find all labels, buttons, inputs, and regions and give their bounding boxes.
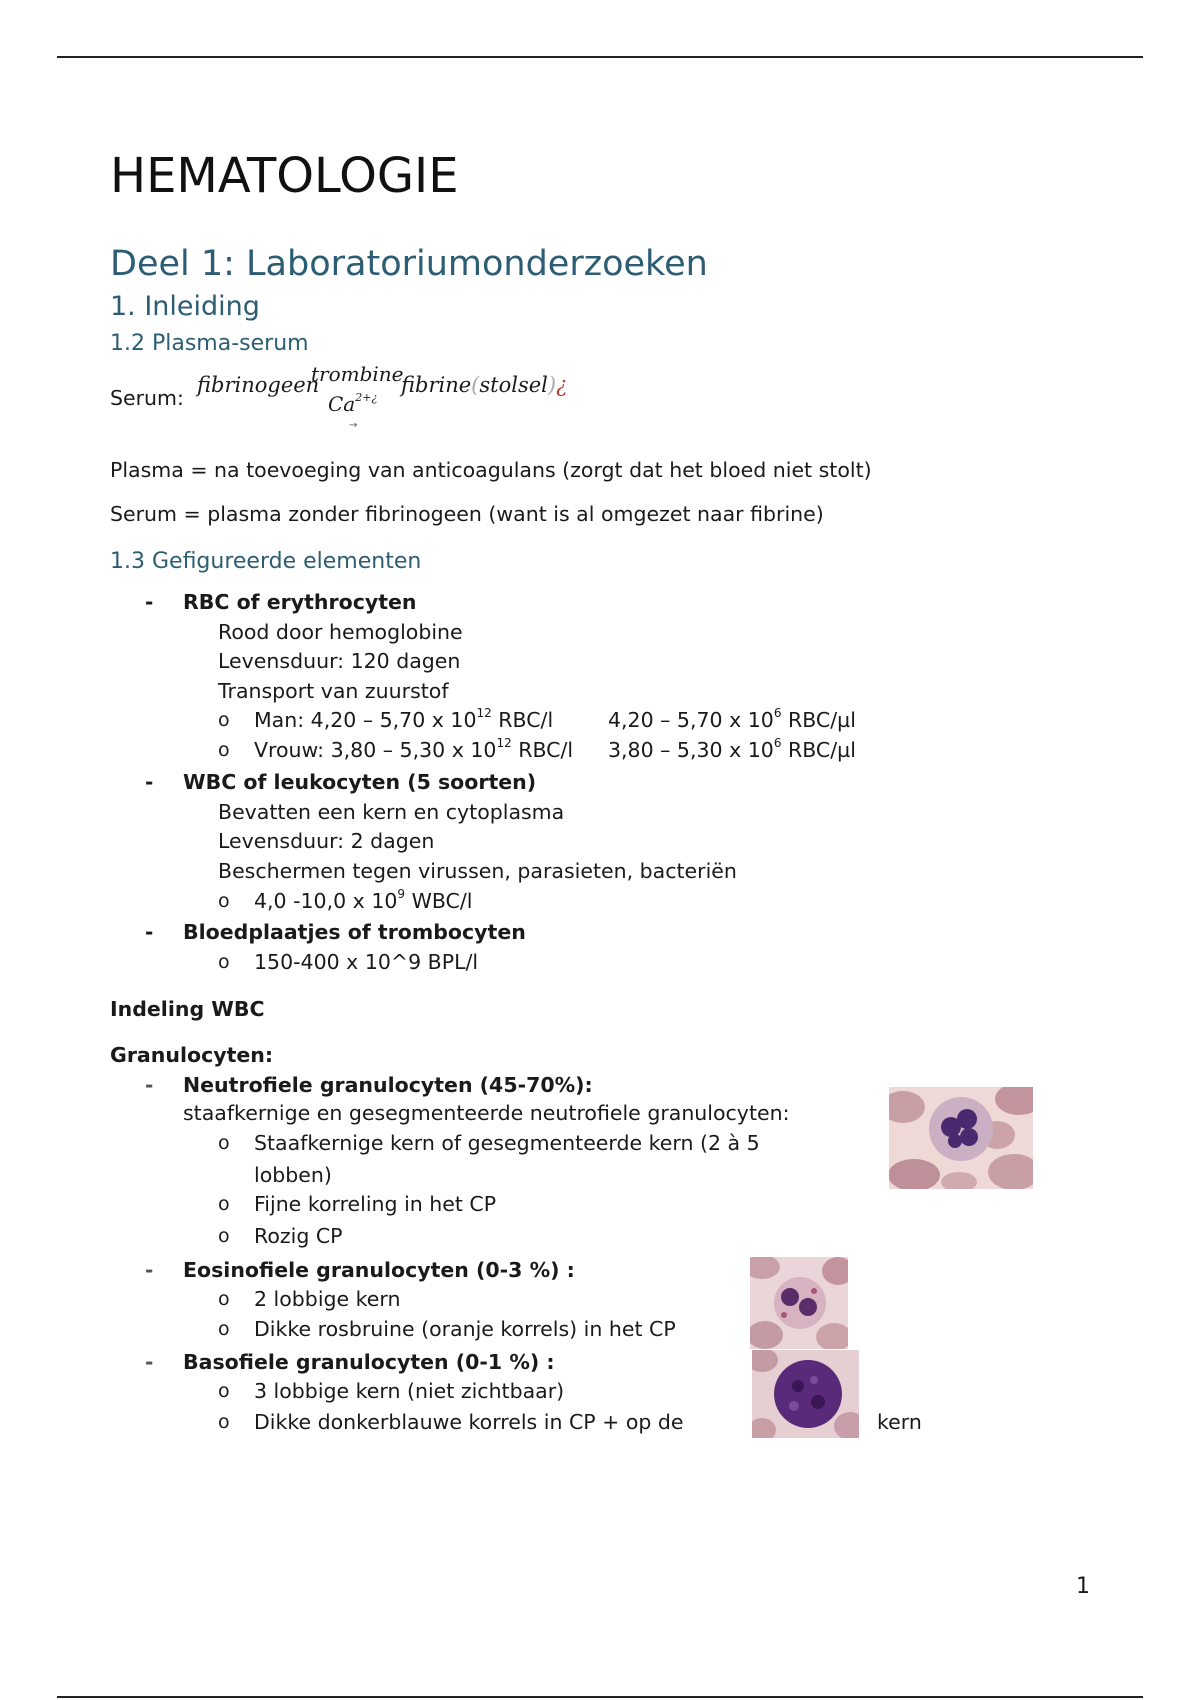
plt-heading: Bloedplaatjes of trombocyten [183, 920, 526, 944]
sub-marker: o [218, 890, 230, 912]
serum-definition: Serum = plasma zonder fibrinogeen (want is al omgezet naar fibrine) [110, 502, 824, 526]
rbc-vrouw-unit: RBC/l [511, 738, 574, 762]
wbc-range [254, 889, 472, 913]
sub-marker: o [218, 1193, 230, 1215]
bullet-marker: - [145, 590, 154, 614]
wbc-line-1: Bevatten een kern en cytoplasma [218, 800, 565, 824]
rbc-man-label: Man: 4,20 – 5,70 x 10 [254, 708, 477, 732]
bullet-marker: - [145, 770, 154, 794]
eosinophil-image [750, 1257, 848, 1349]
eosino-item-1: 2 lobbige kern [254, 1287, 401, 1311]
neutro-intro: staafkernige en gesegmenteerde neutrofiele granulocyten: [183, 1101, 790, 1125]
neutro-item-1-cont: lobben) [254, 1163, 332, 1187]
rbc-vrouw-range [254, 738, 573, 762]
eosino-item-2: Dikke rosbruine (oranje korrels) in het CP [254, 1317, 676, 1341]
sub-marker: o [218, 709, 230, 731]
plasma-definition: Plasma = na toevoeging van anticoagulans (zorgt dat het bloed niet stolt) [110, 458, 872, 482]
rbc-man-unit: RBC/l [491, 708, 554, 732]
sub-marker: o [218, 951, 230, 973]
formula-trailing: ¿ [556, 373, 568, 397]
subsection-plasma-serum: 1.2 Plasma-serum [110, 331, 309, 356]
neutrophil-image [889, 1087, 1033, 1189]
baso-item-1: 3 lobbige kern (niet zichtbaar) [254, 1379, 565, 1403]
wbc-range-label: 4,0 -10,0 x 10 [254, 889, 398, 913]
rbc-vrouw-exp: 12 [496, 736, 512, 751]
baso-trailing: kern [877, 1410, 922, 1434]
neutro-item-1: Staafkernige kern of gesegmenteerde kern (2 à 5 [254, 1131, 760, 1155]
neutro-item-2: Fijne korreling in het CP [254, 1192, 497, 1216]
rbc-man-alt-exp: 6 [773, 706, 782, 721]
section-heading: 1. Inleiding [110, 291, 260, 322]
formula-product-paren: stolsel [479, 373, 548, 397]
bullet-marker: - [145, 1258, 154, 1282]
wbc-heading: WBC of leukocyten (5 soorten) [183, 770, 537, 794]
granulocyten-heading: Granulocyten: [110, 1043, 274, 1067]
rbc-man-range [254, 708, 553, 732]
rbc-man-alt-label: 4,20 – 5,70 x 10 [608, 708, 774, 732]
rbc-vrouw-alt-unit: RBC/µl [781, 738, 856, 762]
rbc-heading: RBC of erythrocyten [183, 590, 417, 614]
rbc-vrouw-alt-range [608, 738, 856, 762]
header-rule [57, 56, 1143, 58]
rbc-line-1: Rood door hemoglobine [218, 620, 463, 644]
rbc-man-exp: 12 [476, 706, 492, 721]
sub-marker: o [218, 739, 230, 761]
sub-marker: o [218, 1318, 230, 1340]
sub-marker: o [218, 1411, 230, 1433]
formula-ion-symbol: Ca [328, 392, 356, 416]
wbc-range-unit: WBC/l [405, 889, 473, 913]
formula-product: fibrine(stolsel)¿ [401, 373, 568, 397]
rbc-man-alt-unit: RBC/µl [781, 708, 856, 732]
subsection-elements: 1.3 Gefigureerde elementen [110, 549, 422, 574]
part-heading: Deel 1: Laboratoriumonderzoeken [110, 244, 708, 284]
footer-rule [57, 1696, 1143, 1698]
formula-product-name: fibrine [401, 373, 472, 397]
eosino-heading: Eosinofiele granulocyten (0-3 %) : [183, 1258, 575, 1282]
serum-label: Serum: [110, 386, 184, 410]
neutro-item-3: Rozig CP [254, 1224, 343, 1248]
formula-arrow: → [349, 420, 358, 431]
sub-marker: o [218, 1288, 230, 1310]
plt-range: 150-400 x 10^9 BPL/l [254, 950, 479, 974]
formula-enzyme: trombine [311, 362, 404, 386]
wbc-line-3: Beschermen tegen virussen, parasieten, bacteriën [218, 859, 737, 883]
rbc-man-alt-range [608, 708, 856, 732]
bullet-marker: - [145, 1350, 154, 1374]
indeling-heading: Indeling WBC [110, 997, 265, 1021]
document-title: HEMATOLOGIE [110, 148, 459, 204]
rbc-vrouw-alt-exp: 6 [773, 736, 782, 751]
sub-marker: o [218, 1132, 230, 1154]
basophil-image [752, 1350, 859, 1438]
wbc-range-exp: 9 [397, 887, 406, 902]
rbc-vrouw-label: Vrouw: 3,80 – 5,30 x 10 [254, 738, 497, 762]
neutro-heading: Neutrofiele granulocyten (45-70%): [183, 1073, 593, 1097]
sub-marker: o [218, 1225, 230, 1247]
sub-marker: o [218, 1380, 230, 1402]
baso-item-2: Dikke donkerblauwe korrels in CP + op de [254, 1410, 684, 1434]
wbc-line-2: Levensduur: 2 dagen [218, 829, 435, 853]
page-number: 1 [1076, 1574, 1090, 1599]
formula-ion-charge: 2+¿ [355, 391, 378, 405]
bullet-marker: - [145, 920, 154, 944]
rbc-vrouw-alt-label: 3,80 – 5,30 x 10 [608, 738, 774, 762]
baso-heading: Basofiele granulocyten (0-1 %) : [183, 1350, 555, 1374]
formula-ion [328, 392, 377, 416]
rbc-line-2: Levensduur: 120 dagen [218, 649, 461, 673]
formula-reactant: fibrinogeen [197, 373, 320, 397]
rbc-line-3: Transport van zuurstof [218, 679, 449, 703]
bullet-marker: - [145, 1073, 154, 1097]
